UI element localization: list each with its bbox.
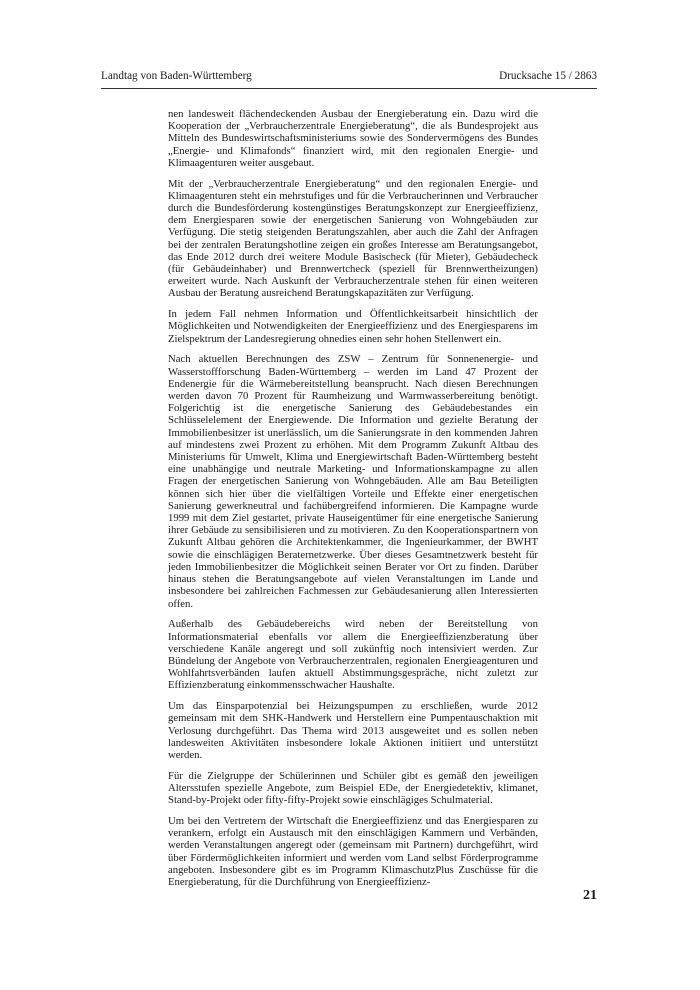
paragraph: Nach aktuellen Berechnungen des ZSW – Zentrum für Sonnenenergie- und Wasserstoffforschung Baden-Württemberg – werden im Land 47 Prozent der Endenergie für die Wärmebereitstellung beansprucht. Nach diesen Berechnungen werden davon 70 Prozent für Raumheizung und Warmwasserbereitung benötigt. Folgerichtig ist die energetische Sanierung des Gebäudebestandes ein Schlüsselelement der Energiewende. Die Information und gezielte Beratung der Immobilienbesitzer ist unerlässlich, um die Sanierungsrate in den kommenden Jahren auf mindestens zwei Prozent zu erhöhen. Mit dem Programm Zukunft Altbau des Ministeriums für Umwelt, Klima und Energiewirtschaft Baden-Württemberg besteht eine unabhängige und neutrale Marketing- und Informationskampagne zu allen Fragen der energetischen Sanierung von Wohngebäuden. Alle am Bau Beteiligten können sich hier über die vielfältigen Vorteile und Effekte einer energetischen Sanierung gewerkneutral und fachübergreifend informieren. Die Kampagne wurde 1999 mit dem Ziel gestartet, private Hauseigentümer für eine energetische Sanierung ihrer Gebäude zu sensibilisieren und zu motivieren. Zu den Kooperationspartnern von Zukunft Altbau gehören die Architektenkammer, die Ingenieurkammer, der BWHT sowie die einschlägigen Beraternetzwerke. Über dieses Gesamtnetzwerk besteht für jeden Immobilienbesitzer die Möglichkeit seinen Berater vor Ort zu finden. Darüber hinaus stehen die Beratungsangebote auf vielen Veranstaltungen im Lande und insbesondere bei zahlreichen Fachmessen zur Gebäudesanierung allen Interessierten offen. — [168, 353, 538, 610]
paragraph: nen landesweit flächendeckenden Ausbau der Energieberatung ein. Dazu wird die Kooperation der „Verbraucherzentrale Energieberatung“, die als Bundesprojekt aus Mitteln des Bundeswirtschaftsministeriums sowie des Sondervermögens des Bundes „Energie- und Klimafonds“ finanziert wird, mit den regionalen Energie- und Klimaagenturen weiter ausgebaut. — [168, 108, 538, 169]
body-text — [168, 108, 538, 897]
paragraph: Um das Einsparpotenzial bei Heizungspumpen zu erschließen, wurde 2012 gemeinsam mit dem SHK-Handwerk und Herstellern eine Pumpentauschaktion mit Verlosung durchgeführt. Das Thema wird 2013 ausgeweitet und es sollen neben landesweiten Aktivitäten insbesondere lokale Aktionen initiiert und unterstützt werden. — [168, 700, 538, 761]
page-number: 21 — [583, 888, 597, 903]
header-parliament: Landtag von Baden-Württemberg — [101, 70, 252, 82]
paragraph: Außerhalb des Gebäudebereichs wird neben der Bereitstellung von Informationsmaterial ebenfalls vor allem die Energieeffizienzberatung über verschiedene Kanäle angeregt und soll zukünftig noch intensiviert werden. Zur Bündelung der Angebote von Verbraucherzentralen, regionalen Energieagenturen und Wohlfahrtsverbänden laufen aktuell Abstimmungsgespräche, nicht zuletzt zur Effizienzberatung einkommensschwacher Haushalte. — [168, 618, 538, 692]
page-header — [101, 70, 597, 86]
header-document-number: Drucksache 15 / 2863 — [499, 70, 597, 82]
paragraph: Mit der „Verbraucherzentrale Energieberatung“ und den regionalen Energie- und Klimaagenturen steht ein mehrstufiges und für die Verbraucherinnen und Verbraucher durch die Bundesförderung kostengünstiges Beratungskonzept zur Energieeffizienz, dem Energiesparen sowie der energetischen Sanierung von Wohngebäuden zur Verfügung. Die stetig steigenden Beratungszahlen, aber auch die Zahl der Anfragen bei der zentralen Beratungshotline zeigen ein großes Interesse am Beratungsangebot, das Ende 2012 durch drei weitere Module Basischeck (für Mieter), Gebäudecheck (für Gebäudeinhaber) und Brennwertcheck (speziell für Brennwertheizungen) erweitert wurde. Nach Auskunft der Verbraucherzentrale stehen für einen weiteren Ausbau der Beratung ausreichend Beratungskapazitäten zur Verfügung. — [168, 177, 538, 300]
paragraph: Um bei den Vertretern der Wirtschaft die Energieeffizienz und das Energiesparen zu verankern, erfolgt ein Austausch mit den einschlägigen Kammern und Verbänden, werden Veranstaltungen angeregt oder (gemeinsam mit Partnern) durchgeführt, wird über Fördermöglichkeiten informiert und werden vom Land selbst Förderprogramme angeboten. Insbesondere gibt es im Programm KlimaschutzPlus Zuschüsse für die Energieberatung, für die Durchführung von Energieeffizienz- — [168, 814, 538, 888]
paragraph: In jedem Fall nehmen Information und Öffentlichkeitsarbeit hinsichtlich der Möglichkeiten und Notwendigkeiten der Energieeffizienz und des Energiesparens im Zielspektrum der Landesregierung ohnedies einen sehr hohen Stellenwert ein. — [168, 308, 538, 345]
header-rule — [101, 88, 597, 89]
paragraph: Für die Zielgruppe der Schülerinnen und Schüler gibt es gemäß den jeweiligen Altersstufen spezielle Angebote, zum Beispiel EDe, der Energiedetektiv, klimanet, Stand-by-Projekt oder fifty-fifty-Projekt sowie einschlägiges Schulmaterial. — [168, 769, 538, 807]
